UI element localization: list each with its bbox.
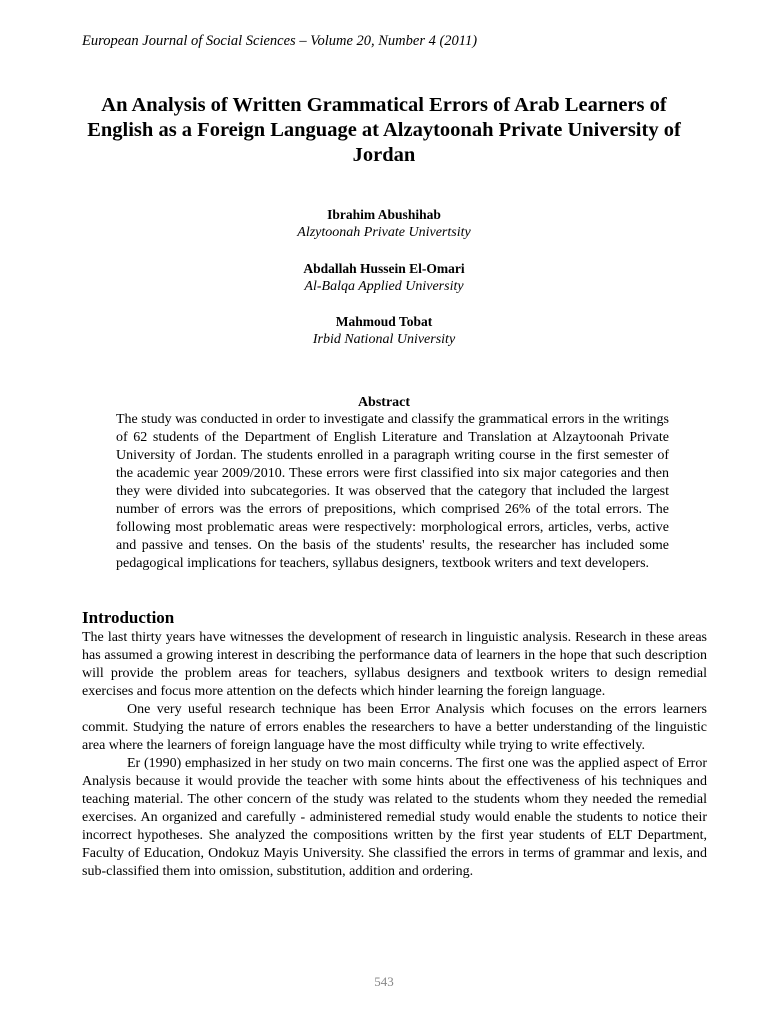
author-block [0, 313, 768, 349]
author-block [0, 206, 768, 242]
body-paragraph: Er (1990) emphasized in her study on two main concerns. The first one was the applied aspect of Error Analysis because it would provide the teacher with some hints about the effectiveness of his techniques and teaching material. The other concern of the study was related to the students whom they needed the remedial exercises. An organized and carefully - administered remedial study would enable the students to notice their incorrect hypotheses. She analyzed the compositions written by the first year students of ELT Department, Faculty of Education, Ondokuz Mayis University. She classified the errors in terms of grammar and lexis, and sub-classified them into omission, substitution, addition and ordering. [82, 756, 707, 879]
author-name: Abdallah Hussein El-Omari [303, 261, 465, 276]
introduction-body [82, 629, 707, 881]
running-header: European Journal of Social Sciences – Volume 20, Number 4 (2011) [82, 33, 478, 49]
author-affiliation: Alzytoonah Private Univertsity [297, 225, 471, 240]
author-affiliation: Irbid National University [312, 332, 456, 347]
author-affiliation: Al-Balqa Applied University [304, 279, 464, 294]
author-name: Mahmoud Tobat [335, 314, 433, 329]
abstract-text: The study was conducted in order to investigate and classify the grammatical errors in the writings of 62 students of the Department of English Literature and Translation at Alzaytoonah Private University of Jordan. The students enrolled in a paragraph writing course in the first semester of the academic year 2009/2010. These errors were first classified into six major categories and then they were divided into subcategories. It was observed that the category that included the largest number of errors was the errors of prepositions, which comprised 26% of the total errors. The following most problematic areas were respectively: morphological errors, articles, verbs, active and passive and tenses. On the basis of the students' results, the researcher has included some pedagogical implications for teachers, syllabus designers, textbook writers and text developers. [116, 412, 669, 571]
page-number: 543 [374, 974, 394, 989]
abstract-heading: Abstract [357, 395, 411, 410]
author-name: Ibrahim Abushihab [327, 207, 441, 222]
article-title: An Analysis of Written Grammatical Errors of Arab Learners of English as a Foreign Language at Alzaytoonah Private University of Jordan [87, 94, 681, 166]
body-paragraph: The last thirty years have witnesses the development of research in linguistic analysis. Research in these areas has assumed a growing interest in describing the performance data of learners in the hope that such description will provide the problem areas for teachers, syllabus designers and textbook writers to design remedial exercises and focus more attention on the defects which hinder learning the foreign language. [82, 630, 707, 699]
introduction-heading: Introduction [82, 608, 175, 627]
body-paragraph: One very useful research technique has been Error Analysis which focuses on the errors learners commit. Studying the nature of errors enables the researchers to have a better understanding of the linguistic area where the learners of foreign language have the most difficulty while trying to write effectively. [82, 702, 707, 753]
author-block [0, 260, 768, 296]
